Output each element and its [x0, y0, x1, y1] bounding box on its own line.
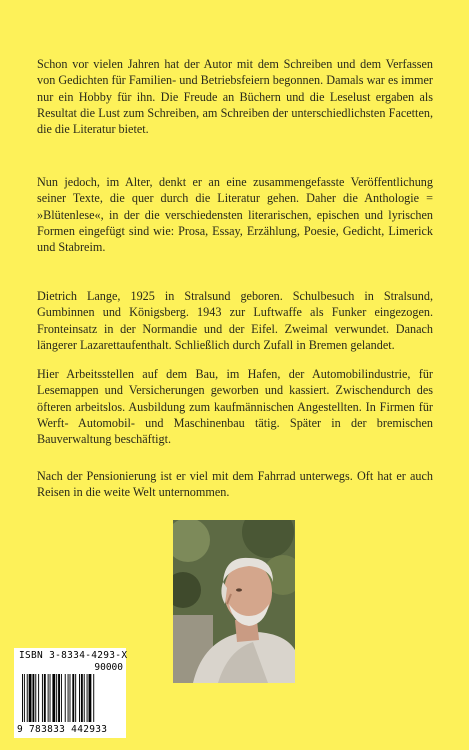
ean-digits: 9 783833 442933 [17, 724, 108, 735]
author-bio-paragraph-2: Hier Arbeitsstellen auf dem Bau, im Hafen, der Automobilindustrie, für Lesemappen und Versicherungen geworben und kassiert. Zwischendurch des öfteren arbeitslos. Ausbildung zum kaufmännischen Angestellten. In Firmen für Werft- Automobil- und Maschinenbau tätig. Später in der bremischen Bauverwaltung beschäftigt. [37, 367, 433, 447]
isbn-barcode [14, 648, 126, 738]
blurb-paragraph-1: Schon vor vielen Jahren hat der Autor mit dem Schreiben und dem Verfassen von Gedichten für Familien- und Betriebsfeiern begonnen. Damals war es immer nur ein Hobby für ihn. Die Freude an Büchern und die Leselust ergaben als Resultat die Lust zum Schreiben, am Schreiben der unterschiedlichsten Facetten, die die Literatur bietet. [37, 57, 433, 137]
author-photo [173, 520, 295, 683]
price-code: 90000 [94, 662, 123, 673]
blurb-paragraph-2: Nun jedoch, im Alter, denkt er an eine zusammengefasste Veröffentlichung seiner Texte, die quer durch die Literatur gehen. Daher die Anthologie = »Blütenlese«, in der die verschiedensten literarischen, epischen und lyrischen Formen eingefügt sind wie: Prosa, Essay, Erzählung, Poesie, Gedicht, Limerick und Stabreim. [37, 175, 433, 255]
barcode-bars [20, 674, 120, 722]
isbn-label: ISBN 3-8334-4293-X [19, 650, 128, 661]
author-bio-paragraph-1: Dietrich Lange, 1925 in Stralsund geboren. Schulbesuch in Stralsund, Gumbinnen und Königsberg. 1943 zur Luftwaffe als Funker eingezogen. Fronteinsatz in der Normandie und der Eifel. Zweimal verwundet. Danach längerer Lazarettaufenthalt. Schließlich durch Zufall in Bremen gelandet. [37, 289, 433, 352]
author-bio-paragraph-3: Nach der Pensionierung ist er viel mit dem Fahrrad unterwegs. Oft hat er auch Reisen in die weite Welt unternommen. [37, 469, 433, 500]
